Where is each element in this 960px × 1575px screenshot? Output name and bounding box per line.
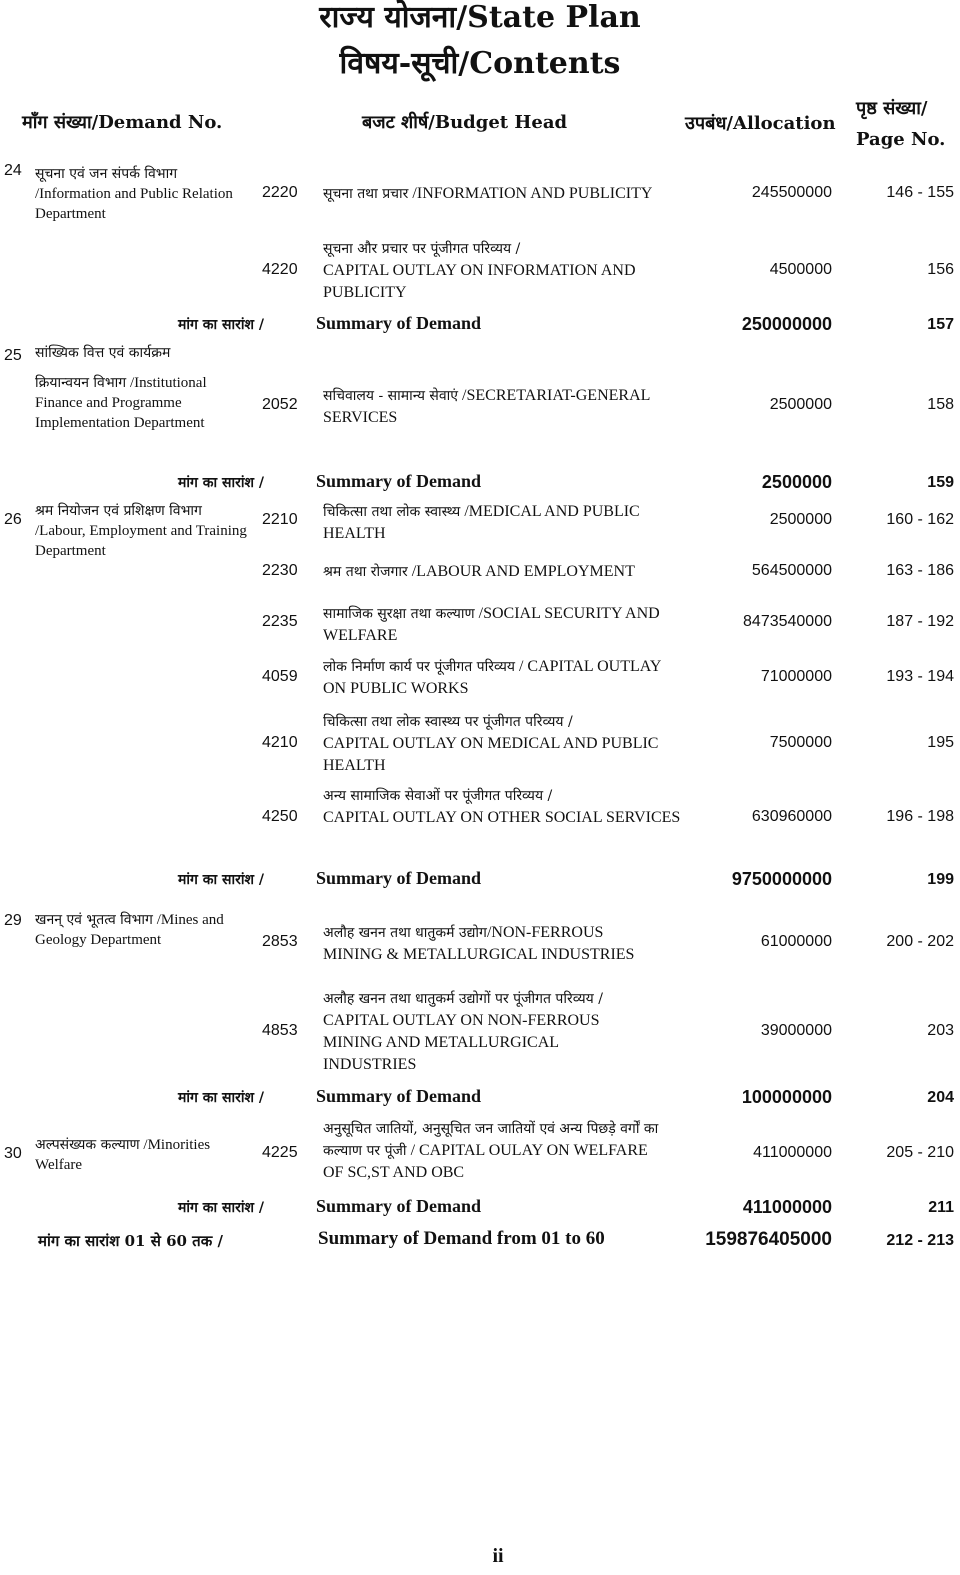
budget-code: 2235 xyxy=(262,613,298,630)
allocation-value: 7500000 xyxy=(769,734,832,751)
page-subtitle: विषय-सूची/Contents xyxy=(339,46,621,81)
department-name xyxy=(35,343,250,433)
budget-code: 4250 xyxy=(262,808,298,825)
header-budget-head: बजट शीर्ष/Budget Head xyxy=(362,112,568,133)
footer-page-number: ii xyxy=(492,1545,504,1567)
budget-head-english: / CAPITAL OUTLAY ON PUBLIC WORKS xyxy=(323,658,661,697)
budget-head-english: CAPITAL OUTLAY ON OTHER SOCIAL SERVICES xyxy=(323,809,681,826)
budget-code: 2230 xyxy=(262,562,298,579)
budget-code: 4210 xyxy=(262,734,298,751)
page-range: 193 - 194 xyxy=(886,668,954,685)
grand-summary-hindi: मांग का सारांश 01 से 60 तक / xyxy=(38,1232,223,1250)
page-range: 187 - 192 xyxy=(886,613,954,630)
allocation-value: 4500000 xyxy=(769,261,832,278)
allocation-value: 2500000 xyxy=(769,511,832,528)
page-range: 158 xyxy=(927,396,954,413)
budget-code: 4225 xyxy=(262,1144,298,1161)
budget-head-hindi: अन्य सामाजिक सेवाओं पर पूंजीगत परिव्यय / xyxy=(323,788,553,804)
header-page-no-en: Page No. xyxy=(856,129,946,150)
budget-head-hindi: अलौह खनन तथा धातुकर्म उद्योग xyxy=(323,925,487,941)
budget-head xyxy=(323,785,693,829)
budget-head xyxy=(323,1118,668,1184)
department-name-hindi: सांख्यिक वित्त एवं कार्यक्रम xyxy=(35,345,171,361)
summary-page: 199 xyxy=(927,871,954,888)
budget-head-hindi: चिकित्सा तथा लोक स्वास्थ्य पर पूंजीगत परिव्यय / xyxy=(323,714,573,730)
summary-allocation: 411000000 xyxy=(742,1197,832,1217)
budget-code: 2210 xyxy=(262,511,298,528)
allocation-value: 245500000 xyxy=(751,184,832,201)
allocation-value: 564500000 xyxy=(751,562,832,579)
summary-page: 211 xyxy=(928,1199,954,1216)
department-name xyxy=(35,1135,235,1175)
allocation-value: 39000000 xyxy=(760,1022,832,1039)
summary-label: Summary of Demand xyxy=(316,471,481,491)
budget-head xyxy=(323,656,668,700)
grand-summary-allocation: 159876405000 xyxy=(705,1229,832,1250)
budget-head-english: CAPITAL OUTLAY ON INFORMATION AND PUBLICITY xyxy=(323,262,636,301)
budget-head-english: CAPITAL OUTLAY ON MEDICAL AND PUBLIC HEALTH xyxy=(323,735,659,774)
summary-allocation: 100000000 xyxy=(741,1087,832,1107)
budget-head xyxy=(323,238,693,304)
department-name-english: /Minorities Welfare xyxy=(35,1137,211,1173)
summary-label: Summary of Demand xyxy=(316,313,481,333)
page-range: 195 xyxy=(927,734,954,751)
summary-page: 204 xyxy=(927,1089,954,1106)
budget-head xyxy=(323,922,653,966)
department-name-english: /Institutional Finance and Programme Implementation Department xyxy=(35,375,207,431)
budget-head-hindi: सूचना और प्रचार पर पूंजीगत परिव्यय / xyxy=(323,241,521,257)
budget-head xyxy=(323,603,663,647)
budget-code: 2220 xyxy=(262,184,298,201)
department-name-hindi: अल्पसंख्यक कल्याण xyxy=(35,1137,140,1153)
department-name xyxy=(35,910,235,950)
demand-number: 26 xyxy=(4,511,22,528)
budget-head-hindi: सामाजिक सुरक्षा तथा कल्याण xyxy=(323,606,475,622)
department-name-english: /Labour, Employment and Training Department xyxy=(35,523,247,559)
allocation-value: 61000000 xyxy=(760,933,832,950)
department-name-english: /Information and Public Relation Department xyxy=(35,186,233,222)
department-name-hindi-2: क्रियान्वयन विभाग xyxy=(35,375,127,391)
summary-label-hindi: मांग का सारांश / xyxy=(178,1200,264,1216)
budget-code: 2853 xyxy=(262,933,298,950)
department-name xyxy=(35,501,250,561)
demand-number: 25 xyxy=(4,347,22,364)
summary-label-hindi: मांग का सारांश / xyxy=(178,872,264,888)
summary-page: 157 xyxy=(927,316,954,333)
budget-head-hindi: लोक निर्माण कार्य पर पूंजीगत परिव्यय xyxy=(323,659,515,675)
summary-label-hindi: मांग का सारांश / xyxy=(178,475,264,491)
header-allocation: उपबंध/Allocation xyxy=(685,113,836,134)
summary-allocation: 9750000000 xyxy=(731,869,832,889)
page-range: 160 - 162 xyxy=(886,511,954,528)
budget-head xyxy=(323,501,673,545)
page-range: 203 xyxy=(927,1022,954,1039)
page-title: राज्य योजना/State Plan xyxy=(319,0,641,35)
budget-code: 4059 xyxy=(262,668,298,685)
budget-head-english: /LABOUR AND EMPLOYMENT xyxy=(411,563,635,580)
grand-summary-page: 212 - 213 xyxy=(886,1232,954,1249)
department-name-english: /Mines and Geology Department xyxy=(35,912,224,948)
page-range: 163 - 186 xyxy=(886,562,954,579)
department-name-hindi: सूचना एवं जन संपर्क विभाग xyxy=(35,166,178,182)
header-demand-no: माँग संख्या/Demand No. xyxy=(22,112,223,133)
summary-allocation: 2500000 xyxy=(761,472,832,492)
budget-head-hindi: चिकित्सा तथा लोक स्वास्थ्य xyxy=(323,504,461,520)
budget-head-english: /SECRETARIAT-GENERAL SERVICES xyxy=(323,387,650,426)
budget-head-hindi: अलौह खनन तथा धातुकर्म उद्योगों पर पूंजीगत परिव्यय / xyxy=(323,991,603,1007)
summary-label: Summary of Demand xyxy=(316,868,481,888)
grand-summary-label: Summary of Demand from 01 to 60 xyxy=(318,1228,605,1249)
summary-page: 159 xyxy=(927,474,954,491)
page-range: 156 xyxy=(927,261,954,278)
budget-head-hindi: श्रम तथा रोजगार xyxy=(323,564,408,580)
budget-head-hindi: सूचना तथा प्रचार xyxy=(323,186,409,202)
budget-head-english: /SOCIAL SECURITY AND WELFARE xyxy=(323,605,660,644)
summary-label: Summary of Demand xyxy=(316,1196,481,1216)
budget-head xyxy=(323,561,693,583)
demand-number: 24 xyxy=(4,162,22,179)
demand-number: 29 xyxy=(4,912,22,929)
budget-head xyxy=(323,711,693,777)
budget-head xyxy=(323,385,683,429)
summary-label-hindi: मांग का सारांश / xyxy=(178,1090,264,1106)
department-name xyxy=(35,164,250,224)
allocation-value: 630960000 xyxy=(751,808,832,825)
budget-head-english: /NON-FERROUS MINING & METALLURGICAL INDUSTRIES xyxy=(323,924,635,963)
summary-label: Summary of Demand xyxy=(316,1086,481,1106)
budget-code: 4853 xyxy=(262,1022,298,1039)
page-range: 146 - 155 xyxy=(886,184,954,201)
page-range: 196 - 198 xyxy=(886,808,954,825)
budget-code: 2052 xyxy=(262,396,298,413)
allocation-value: 2500000 xyxy=(769,396,832,413)
allocation-value: 8473540000 xyxy=(743,613,832,630)
page-range: 205 - 210 xyxy=(886,1144,954,1161)
allocation-value: 411000000 xyxy=(753,1144,832,1161)
budget-head-english: /MEDICAL AND PUBLIC HEALTH xyxy=(323,503,640,542)
budget-code: 4220 xyxy=(262,261,298,278)
summary-label-hindi: मांग का सारांश / xyxy=(178,317,264,333)
budget-head-hindi: अनुसूचित जातियों, अनुसूचित जन जातियों एवं अन्य पिछड़े वर्गों का कल्याण पर पूंजी xyxy=(323,1121,659,1159)
department-name-hindi: श्रम नियोजन एवं प्रशिक्षण विभाग xyxy=(35,503,202,519)
budget-head-english: / CAPITAL OULAY ON WELFARE OF SC,ST AND OBC xyxy=(323,1142,648,1181)
budget-head-english: /INFORMATION AND PUBLICITY xyxy=(412,185,653,202)
department-name-hindi: खनन् एवं भूतत्व विभाग xyxy=(35,912,153,928)
demand-number: 30 xyxy=(4,1145,22,1162)
budget-head-english: CAPITAL OUTLAY ON NON-FERROUS MINING AND METALLURGICAL INDUSTRIES xyxy=(323,1012,600,1073)
header-page-no: पृष्ठ संख्या/ xyxy=(856,98,928,119)
summary-allocation: 250000000 xyxy=(741,314,832,334)
allocation-value: 71000000 xyxy=(760,668,832,685)
page-range: 200 - 202 xyxy=(886,933,954,950)
budget-head xyxy=(323,183,693,205)
budget-head xyxy=(323,988,653,1076)
budget-head-hindi: सचिवालय - सामान्य सेवाएं xyxy=(323,388,459,404)
